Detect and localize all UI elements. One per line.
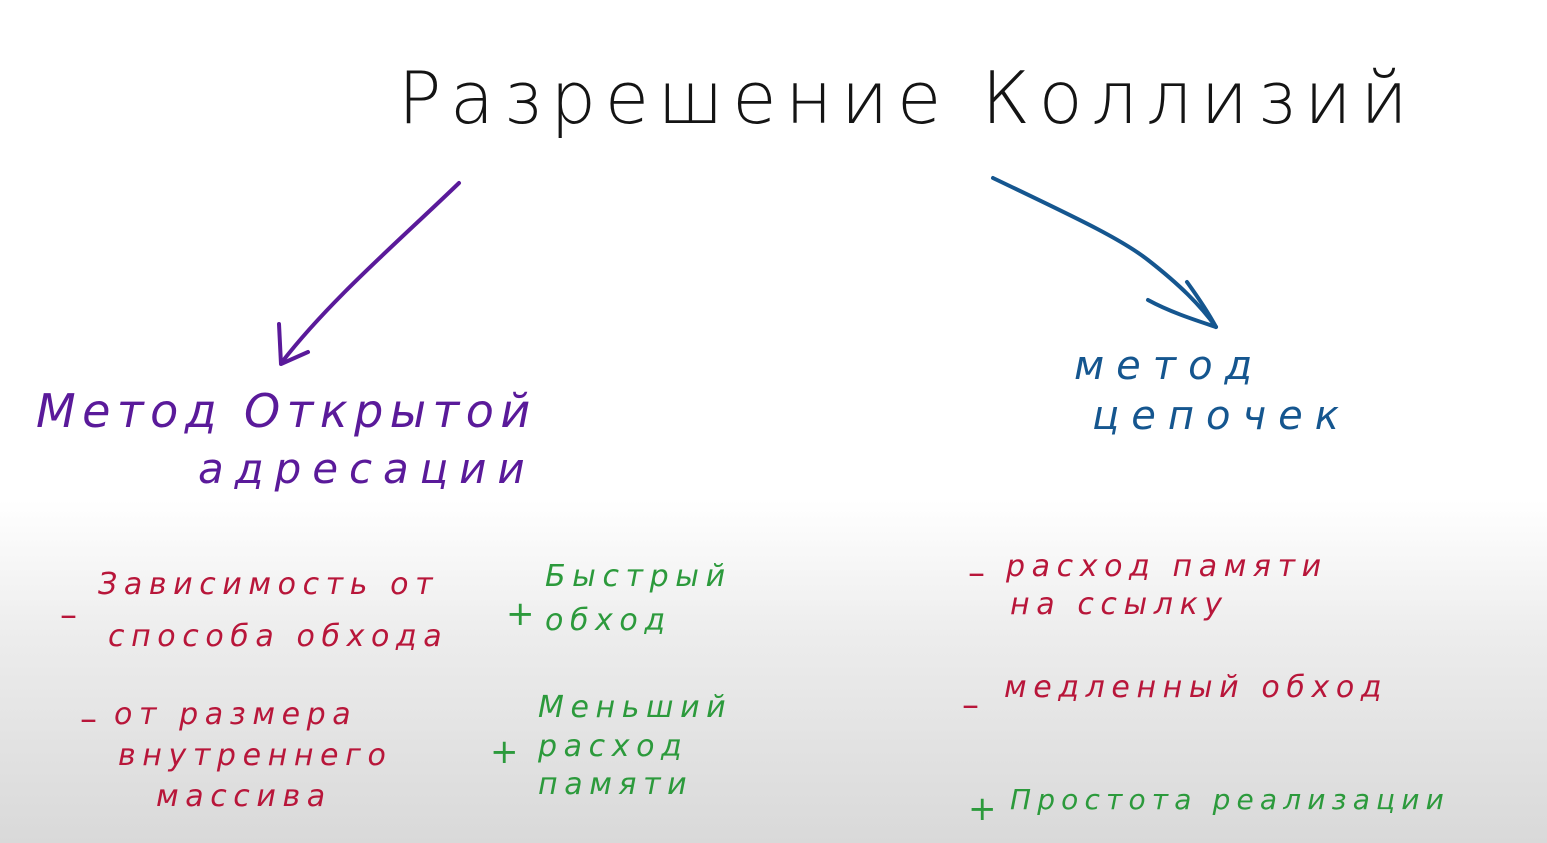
left-arrow-icon [279, 183, 459, 364]
con-text: массива [156, 779, 332, 814]
chaining-item-text: медленный обход [1004, 670, 1389, 705]
pro-text: Быстрый [545, 559, 732, 594]
plus-sign: + [968, 789, 997, 829]
chaining-item-text: Простота реализации [1010, 783, 1450, 816]
pro-text: Меньший [538, 690, 733, 725]
pro-text: обход [545, 603, 672, 638]
chaining-item-text: на ссылку [1010, 587, 1229, 622]
con-text: внутреннего [118, 738, 393, 773]
con-text: от размера [114, 697, 358, 732]
con-text: Зависимость от [98, 567, 440, 602]
page-title: Разрешение Коллизий [398, 56, 1417, 140]
chaining-heading-line2: цепочек [1092, 393, 1351, 439]
minus-sign: – [80, 699, 97, 739]
minus-sign: – [60, 595, 77, 635]
minus-sign: – [968, 553, 985, 593]
pro-text: расход [538, 729, 689, 764]
plus-sign: + [490, 732, 519, 772]
pro-text: памяти [538, 767, 694, 802]
open-addressing-heading-line1: Метод Открытой [36, 384, 537, 438]
minus-sign: – [962, 685, 979, 725]
right-arrow-icon [993, 178, 1216, 327]
con-text: способа обхода [108, 619, 449, 654]
plus-sign: + [506, 594, 535, 634]
chaining-item-text: расход памяти [1006, 549, 1328, 584]
chaining-heading-line1: метод [1074, 343, 1265, 389]
open-addressing-heading-line2: адресации [198, 444, 536, 493]
